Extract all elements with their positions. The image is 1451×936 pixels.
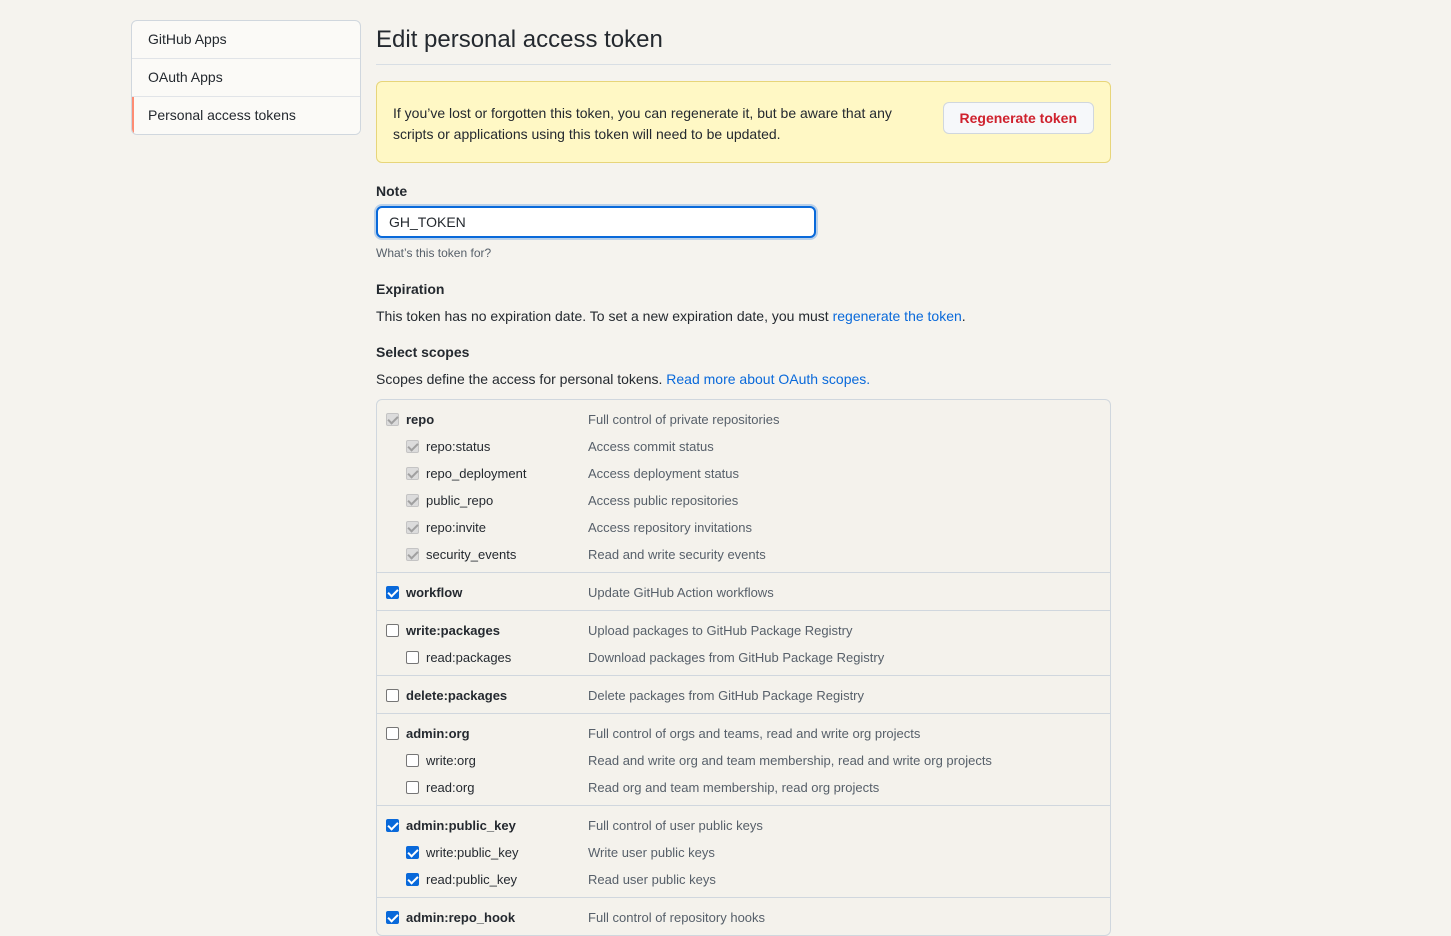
scope-row[interactable]: [377, 644, 1110, 671]
scope-checkbox[interactable]: [406, 846, 419, 859]
scope-name: read:org: [426, 780, 475, 795]
scope-checkbox: [406, 440, 419, 453]
scope-name: repo:status: [426, 439, 491, 454]
scope-description: Write user public keys: [588, 845, 715, 860]
scope-name: admin:public_key: [406, 818, 516, 833]
scope-row[interactable]: [377, 433, 1110, 460]
scope-checkbox: [386, 413, 399, 426]
scope-checkbox: [406, 494, 419, 507]
scopes-description: Scopes define the access for personal tokens.: [376, 371, 667, 387]
scope-description: Access deployment status: [588, 466, 740, 481]
regenerate-token-button[interactable]: Regenerate token: [943, 102, 1094, 134]
scope-description: Access commit status: [588, 439, 714, 454]
scope-name: admin:repo_hook: [406, 910, 516, 925]
scope-name: public_repo: [426, 493, 494, 508]
scope-checkbox[interactable]: [386, 911, 399, 924]
scope-name: security_events: [426, 547, 517, 562]
scope-checkbox[interactable]: [386, 727, 399, 740]
scope-description: Read user public keys: [588, 872, 716, 887]
scope-description: Access repository invitations: [588, 520, 753, 535]
scope-checkbox[interactable]: [406, 873, 419, 886]
scope-checkbox: [406, 521, 419, 534]
scope-row[interactable]: [377, 514, 1110, 541]
scope-row[interactable]: [377, 747, 1110, 774]
scope-group: [377, 897, 1110, 935]
scope-checkbox[interactable]: [386, 586, 399, 599]
sidebar-item-github-apps[interactable]: GitHub Apps: [148, 31, 227, 47]
scope-row[interactable]: [377, 579, 1110, 606]
scope-description: Full control of repository hooks: [588, 910, 766, 925]
note-label: Note: [376, 183, 408, 199]
scope-description: Download packages from GitHub Package Registry: [588, 650, 885, 665]
scope-description: Read and write org and team membership, read and write org projects: [588, 753, 992, 768]
scope-row[interactable]: [377, 720, 1110, 747]
scope-group: [377, 675, 1110, 713]
regenerate-token-link[interactable]: regenerate the token: [832, 308, 962, 324]
scope-checkbox[interactable]: [406, 754, 419, 767]
expiration-text: [376, 306, 1111, 326]
scope-row[interactable]: [377, 839, 1110, 866]
scope-name: write:packages: [406, 623, 500, 638]
main-content: [376, 0, 1111, 936]
scope-name: workflow: [406, 585, 463, 600]
scope-name: repo: [406, 412, 435, 427]
scope-row[interactable]: [377, 682, 1110, 709]
scope-group: [377, 400, 1110, 572]
scope-description: Access public repositories: [588, 493, 739, 508]
scope-checkbox[interactable]: [386, 819, 399, 832]
scope-description: Full control of user public keys: [588, 818, 763, 833]
scope-name: admin:org: [406, 726, 470, 741]
scope-checkbox[interactable]: [386, 624, 399, 637]
scope-description: Full control of private repositories: [588, 412, 780, 427]
scope-name: write:org: [426, 753, 476, 768]
scope-name: read:public_key: [426, 872, 518, 887]
scope-checkbox[interactable]: [406, 781, 419, 794]
scope-checkbox[interactable]: [386, 689, 399, 702]
scope-checkbox: [406, 467, 419, 480]
select-scopes-label: Select scopes: [376, 344, 470, 360]
scope-name: write:public_key: [426, 845, 519, 860]
scope-row[interactable]: [377, 406, 1110, 433]
scope-description: Full control of orgs and teams, read and write org projects: [588, 726, 921, 741]
settings-sidebar: [131, 20, 361, 135]
scope-group: [377, 805, 1110, 897]
scope-row[interactable]: [377, 774, 1110, 801]
note-hint: What’s this token for?: [376, 246, 492, 260]
expiration-suffix: .: [961, 308, 966, 324]
scope-name: read:packages: [426, 650, 512, 665]
scope-description: Read org and team membership, read org projects: [588, 780, 880, 795]
oauth-scopes-link[interactable]: Read more about OAuth scopes.: [666, 371, 871, 387]
flash-message: If you’ve lost or forgotten this token, you can regenerate it, but be aware that any scripts or applications using this token will need to be updated.: [393, 105, 892, 142]
scope-description: Upload packages to GitHub Package Registry: [588, 623, 853, 638]
scope-checkbox[interactable]: [406, 651, 419, 664]
scope-row[interactable]: [377, 812, 1110, 839]
warning-flash: [376, 81, 1111, 163]
scope-row[interactable]: [377, 904, 1110, 931]
scope-group: [377, 713, 1110, 805]
scope-row[interactable]: [377, 487, 1110, 514]
scope-description: Update GitHub Action workflows: [588, 585, 774, 600]
scope-description: Read and write security events: [588, 547, 766, 562]
page-title: Edit personal access token: [376, 24, 1111, 65]
scope-description: Delete packages from GitHub Package Registry: [588, 688, 865, 703]
scope-group: [377, 610, 1110, 675]
scope-row[interactable]: [377, 460, 1110, 487]
expiration-label: Expiration: [376, 281, 445, 297]
sidebar-item-personal-access-tokens[interactable]: Personal access tokens: [132, 96, 360, 134]
scope-name: delete:packages: [406, 688, 508, 703]
sidebar-item-oauth-apps[interactable]: OAuth Apps: [132, 58, 360, 96]
scope-group: [377, 572, 1110, 610]
scope-row[interactable]: [377, 617, 1110, 644]
scopes-list: [376, 399, 1111, 936]
scopes-text: [376, 369, 1111, 389]
scope-row[interactable]: [377, 866, 1110, 893]
note-input[interactable]: [376, 206, 816, 238]
scope-name: repo_deployment: [426, 466, 527, 481]
scope-row[interactable]: [377, 541, 1110, 568]
scope-name: repo:invite: [426, 520, 486, 535]
expiration-message: This token has no expiration date. To set a new expiration date, you must: [376, 308, 833, 324]
scope-checkbox: [406, 548, 419, 561]
